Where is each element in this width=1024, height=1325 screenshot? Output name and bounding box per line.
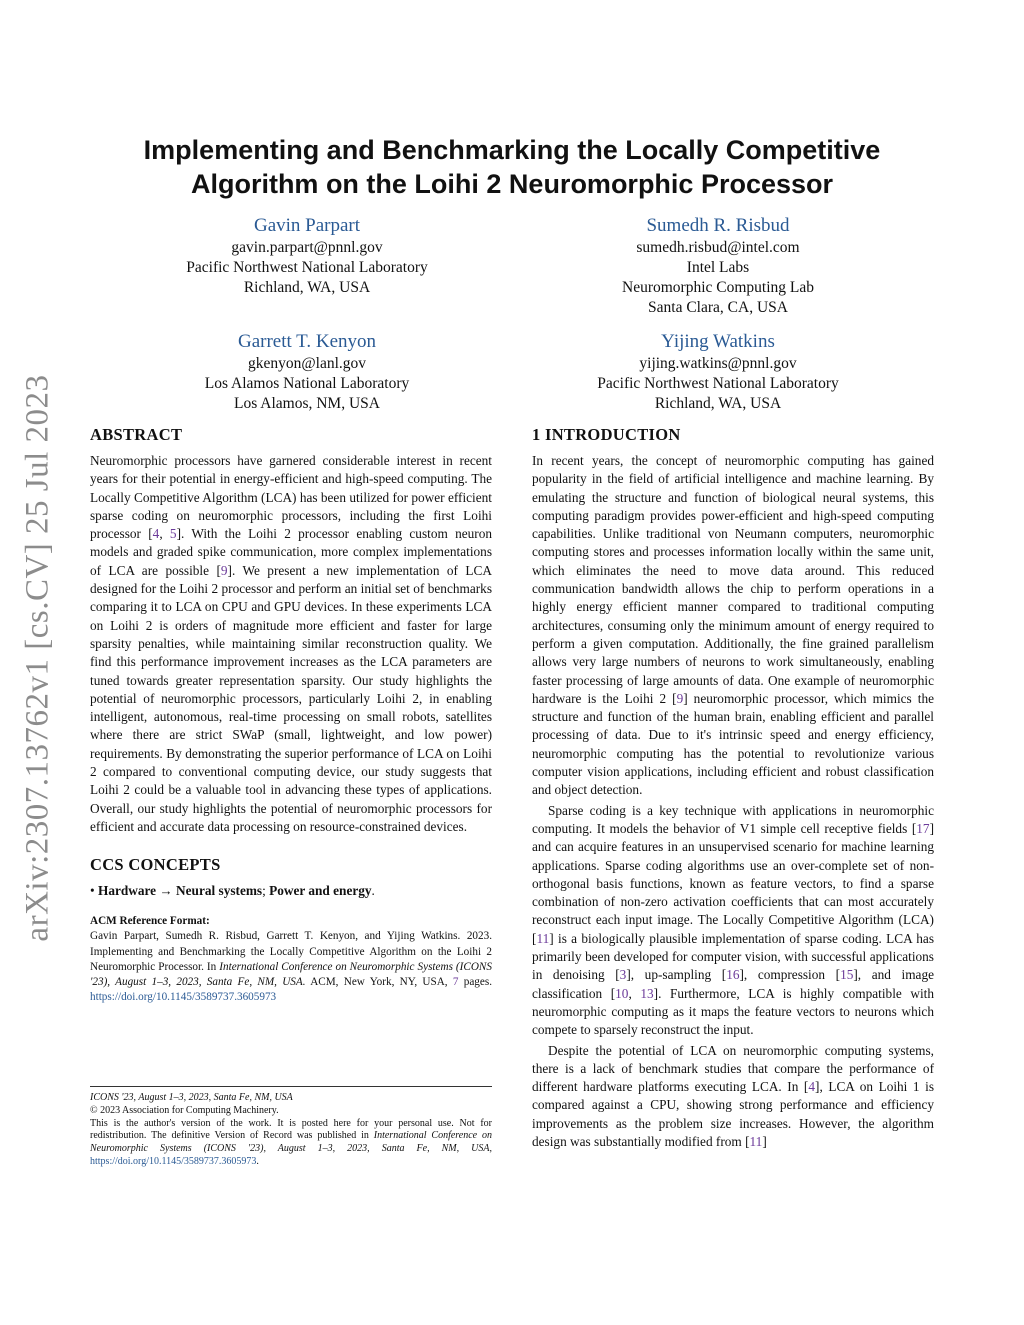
left-column — [90, 424, 492, 1005]
citation-link[interactable]: 5 — [169, 526, 177, 542]
author-location: Richland, WA, USA — [243, 279, 371, 296]
author-block-2 — [568, 214, 868, 318]
author-block-1 — [157, 214, 457, 298]
abstract-heading: ABSTRACT — [90, 425, 183, 444]
citation-link[interactable]: 9 — [220, 562, 228, 578]
citation-link[interactable]: 9 — [676, 690, 684, 706]
author-email: gavin.parpart@pnnl.gov — [231, 239, 383, 256]
page-count-link[interactable]: 7 — [452, 976, 459, 989]
intro-paragraph-3: Despite the potential of LCA on neuromorphic computing systems, there is a lack of benchmark studies that compare the performance of different hardware platforms executing LCA. In [4], LCA on Loihi 1 is compared against a CPU, showing strong performance and efficiency improvements as the problem size increases. However, the algorithm design was substantially modified from [11] — [532, 1042, 934, 1149]
title-line-1: Implementing and Benchmarking the Locally Competitive — [143, 135, 881, 165]
author-affiliation: Pacific Northwest National Laboratory — [186, 259, 428, 276]
author-email: sumedh.risbud@intel.com — [636, 239, 800, 256]
author-location: Santa Clara, CA, USA — [648, 299, 788, 316]
author-email: gkenyon@lanl.gov — [247, 355, 367, 372]
citation-link[interactable]: 15 — [840, 967, 854, 983]
citation-link[interactable]: 4 — [152, 526, 160, 542]
footnote-doi-link[interactable]: https://doi.org/10.1145/3589737.3605973 — [90, 1155, 257, 1167]
author-block-3 — [157, 330, 457, 414]
author-affiliation: Pacific Northwest National Laboratory — [597, 375, 839, 392]
author-email: yijing.watkins@pnnl.gov — [639, 355, 797, 372]
citation-link[interactable]: 3 — [619, 967, 627, 983]
author-affiliation: Intel Labs — [686, 259, 750, 276]
author-name: Garrett T. Kenyon — [237, 331, 377, 352]
ccs-heading: CCS CONCEPTS — [90, 855, 221, 875]
author-block-4 — [568, 330, 868, 414]
author-department: Neuromorphic Computing Lab — [622, 279, 814, 296]
right-column — [532, 424, 934, 1151]
author-location: Los Alamos, NM, USA — [234, 395, 380, 412]
arxiv-stamp — [8, 368, 68, 948]
paper-title — [90, 133, 934, 201]
doi-link[interactable]: https://doi.org/10.1145/3589737.3605973 — [90, 991, 277, 1004]
citation-link[interactable]: 17 — [916, 820, 930, 836]
ccs-section — [90, 854, 492, 900]
author-location: Richland, WA, USA — [654, 395, 782, 412]
footnote — [90, 1086, 492, 1169]
author-name: Yijing Watkins — [661, 331, 775, 352]
citation-link[interactable]: 11 — [749, 1133, 763, 1149]
introduction-heading: 1 INTRODUCTION — [532, 425, 681, 444]
intro-paragraph-2: Sparse coding is a key technique with applications in neuromorphic computing. It models the behavior of V1 simple cell receptive fields [17] and can acquire features in an unsupervised scenario for machine learning applications. Sparse coding algorithms use an over-complete set of non-orthogonal basis functions, known as feature vectors, to find a sparse combination of non-zero activation coefficients that can most accurately reconstruct each input image. The Locally Competitive Algorithm (LCA) [11] is a biologically plausible implementation of sparse coding. LCA has primarily been developed for computer vision, with successful applications in denoising [3], up-sampling [16], compression [15], and image classification [10, 13]. Furthermore, LCA is highly compatible with neuromorphic computing as it maps the feature vectors to neurons which compete to sparsely reconstruct the input. — [532, 802, 935, 1038]
citation-link[interactable]: 4 — [808, 1079, 816, 1095]
citation-link[interactable]: 10 — [615, 985, 629, 1001]
author-name: Sumedh R. Risbud — [646, 215, 790, 236]
acm-reference-heading: ACM Reference Format: — [90, 915, 210, 928]
title-line-2: Algorithm on the Loihi 2 Neuromorphic Processor — [190, 169, 834, 199]
footnote-text: This is the author's version of the work. It is posted here for your personal use. Not for redistribution. The definitive Version of Record was published in International Conference on Neuromorphic Systems (ICONS '23), August 1–3, 2023, Santa Fe, NM, USA, https://doi.org/10.1145/3589737.3605973. — [90, 1117, 492, 1167]
author-name: Gavin Parpart — [253, 215, 361, 236]
citation-link[interactable]: 11 — [536, 930, 550, 946]
intro-paragraph-1: In recent years, the concept of neuromorphic computing has gained popularity in the field of artificial intelligence and machine learning. By emulating the structure and function of biological neural systems, this computing paradigm provides power-efficient and high-speed computing capabilities. Unlike traditional von Neumann computers, neuromorphic computing stores and processes information locally within the same unit, which eliminates the need to move data around. This reduced communication bandwidth allows the chip to perform operations in a highly energy efficient manner compared to traditional computing architectures, consuming only the minimum amount of energy required to perform a given computation. Additionally, the fine grained parallelism allows very large numbers of neurons to work simultaneously, enabling faster processing of large amounts of data. One example of neuromorphic hardware is the Loihi 2 [9] neuromorphic processor, which mimics the structure and function of the human brain, enabling efficient and parallel processing of data. Due to it's intrinsic speed and energy efficiency, neuromorphic computing has the potential to revolutionize various computer vision applications, including efficient and robust classification and object detection. — [532, 453, 934, 798]
abstract-text: Neuromorphic processors have garnered considerable interest in recent years for their potential in energy-efficient and high-speed computing. The Locally Competitive Algorithm (LCA) has been utilized for power efficient sparse coding on neuromorphic processors, including the first Loihi processor [4, 5]. With the Loihi 2 processor enabling custom neuron models and graded spike communication, more complex implementations of LCA are possible [9]. We present a new implementation of LCA designed for the Loihi 2 processor and perform an initial set of benchmarks comparing it to LCA on CPU and GPU devices. In these experiments LCA on Loihi 2 is orders of magnitude more efficient and faster for large sparsity penalties, while maintaining similar reconstruction quality. We find this performance improvement increases as the LCA parameters are tuned towards greater representation sparsity. Our study highlights the potential of neuromorphic processors, particularly Loihi 2, in enabling intelligent, autonomous, real-time processing on small robots, satellites where there are strict SWaP (small, lightweight, and low power) requirements. By demonstrating the superior performance of LCA on Loihi 2 compared to conventional computing device, our study suggests that Loihi 2 could be a valuable tool in advancing these types of applications. Overall, our study highlights the potential of neuromorphic processors for efficient and accurate data processing on resource-constrained devices. — [90, 453, 492, 834]
citation-link[interactable]: 16 — [726, 967, 740, 983]
footnote-copyright: © 2023 Association for Computing Machinery. — [90, 1104, 279, 1116]
arxiv-stamp-text: arXiv:2307.13762v1 [cs.CV] 25 Jul 2023 — [19, 374, 56, 942]
author-affiliation: Los Alamos National Laboratory — [204, 375, 410, 392]
citation-link[interactable]: 13 — [640, 985, 654, 1001]
acm-reference-format: ACM Reference Format: Gavin Parpart, Sumedh R. Risbud, Garrett T. Kenyon, and Yijing Watkins. 2023. Implementing and Benchmarking the Locally Competitive Algorithm on the Loihi 2 Neuromorphic Processor. In International Conference on Neuromorphic Systems (ICONS '23), August 1–3, 2023, Santa Fe, NM, USA. ACM, New York, NY, USA, 7 pages. https://doi.org/10.1145/3589737.3605973 — [90, 915, 493, 1004]
footnote-conference: ICONS '23, August 1–3, 2023, Santa Fe, NM, USA — [90, 1092, 293, 1103]
ccs-concepts: • Hardware → Neural systems; Power and energy. — [90, 883, 375, 899]
